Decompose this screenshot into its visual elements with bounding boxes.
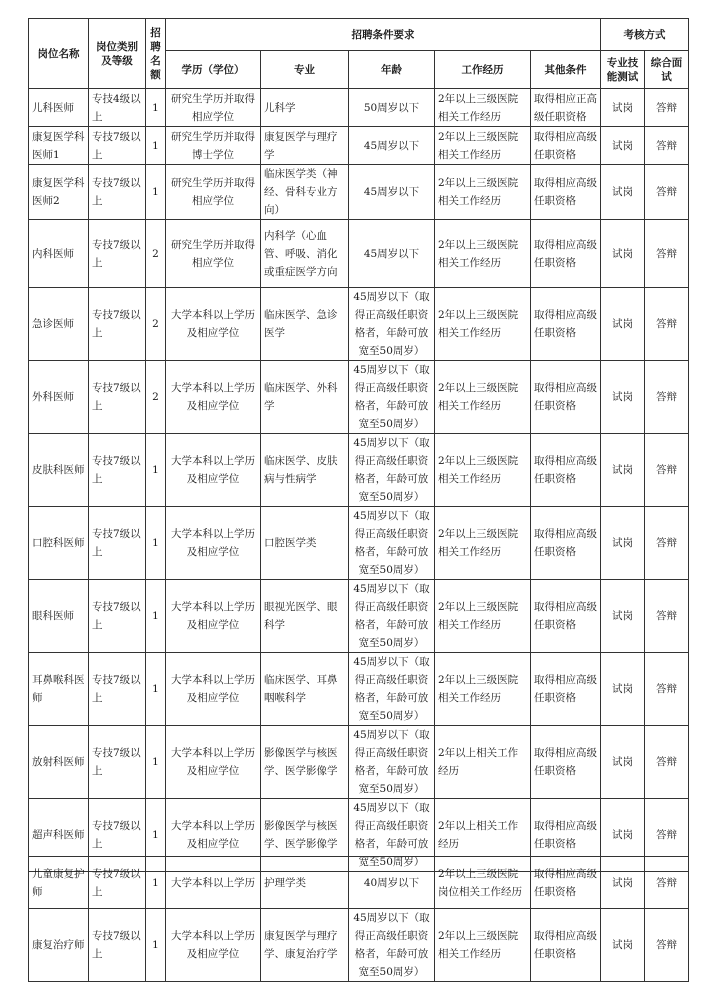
cell-major: 眼视光医学、眼科学 <box>261 580 349 653</box>
cell-age: 45周岁以下（取得正高级任职资格者，年龄可放宽至50周岁） <box>349 361 435 434</box>
cell-education: 大学本科以上学历及相应学位 <box>166 507 261 580</box>
cell-experience: 2年以上三级医院相关工作经历 <box>435 89 531 127</box>
cell-experience: 2年以上三级医院相关工作经历 <box>435 165 531 220</box>
cell-major: 护理学类 <box>261 857 349 909</box>
cell-position: 内科医师 <box>29 220 89 288</box>
cell-category: 专技7级以上 <box>89 434 146 507</box>
cell-age: 45周岁以下（取得正高级任职资格者，年龄可放宽至50周岁） <box>349 653 435 726</box>
cell-age: 45周岁以下（取得正高级任职资格者，年龄可放宽至50周岁） <box>349 434 435 507</box>
cell-experience: 2年以上三级医院相关工作经历 <box>435 220 531 288</box>
cell-experience: 2年以上三级医院相关工作经历 <box>435 580 531 653</box>
cell-interview: 答辩 <box>645 220 689 288</box>
cell-major: 影像医学与核医学、医学影像学 <box>261 799 349 872</box>
cell-interview: 答辩 <box>645 165 689 220</box>
header-skill-test: 专业技能测试 <box>601 51 645 89</box>
cell-category: 专技7级以上 <box>89 580 146 653</box>
cell-skill-test: 试岗 <box>601 580 645 653</box>
table-row <box>29 507 689 580</box>
header-position: 岗位名称 <box>29 19 89 89</box>
cell-skill-test: 试岗 <box>601 799 645 872</box>
cell-experience: 2年以上三级医院相关工作经历 <box>435 127 531 165</box>
header-quota: 招聘名额 <box>146 19 166 89</box>
cell-education: 研究生学历并取得相应学位 <box>166 165 261 220</box>
cell-interview: 答辩 <box>645 89 689 127</box>
cell-quota: 1 <box>146 89 166 127</box>
cell-age: 45周岁以下 <box>349 165 435 220</box>
header-education: 学历（学位） <box>166 51 261 89</box>
cell-education: 大学本科以上学历及相应学位 <box>166 909 261 982</box>
table-row <box>29 909 689 982</box>
cell-position: 康复治疗师 <box>29 909 89 982</box>
cell-skill-test: 试岗 <box>601 220 645 288</box>
cell-interview: 答辩 <box>645 857 689 909</box>
cell-position: 儿科医师 <box>29 89 89 127</box>
cell-category: 专技7级以上 <box>89 857 146 909</box>
table-row <box>29 220 689 288</box>
cell-experience: 2年以上三级医院相关工作经历 <box>435 434 531 507</box>
cell-other: 取得相应高级任职资格 <box>531 507 601 580</box>
cell-category: 专技7级以上 <box>89 507 146 580</box>
cell-interview: 答辩 <box>645 288 689 361</box>
cell-other: 取得相应高级任职资格 <box>531 580 601 653</box>
cell-experience: 2年以上三级医院相关工作经历 <box>435 909 531 982</box>
cell-position: 耳鼻喉科医师 <box>29 653 89 726</box>
cell-position: 急诊医师 <box>29 288 89 361</box>
table-row <box>29 127 689 165</box>
cell-experience: 2年以上三级医院相关工作经历 <box>435 361 531 434</box>
cell-position: 眼科医师 <box>29 580 89 653</box>
cell-age: 45周岁以下 <box>349 127 435 165</box>
cell-age: 45周岁以下（取得正高级任职资格者，年龄可放宽至50周岁） <box>349 799 435 872</box>
cell-quota: 2 <box>146 220 166 288</box>
cell-other: 取得相应高级任职资格 <box>531 653 601 726</box>
recruitment-table-continued <box>28 856 689 982</box>
cell-education: 研究生学历并取得相应学位 <box>166 220 261 288</box>
cell-other: 取得相应高级任职资格 <box>531 434 601 507</box>
cell-quota: 2 <box>146 361 166 434</box>
cell-age: 45周岁以下（取得正高级任职资格者，年龄可放宽至50周岁） <box>349 726 435 799</box>
cell-education: 大学本科以上学历及相应学位 <box>166 653 261 726</box>
cell-interview: 答辩 <box>645 507 689 580</box>
cell-category: 专技7级以上 <box>89 220 146 288</box>
table-row <box>29 580 689 653</box>
cell-category: 专技7级以上 <box>89 909 146 982</box>
cell-age: 40周岁以下 <box>349 857 435 909</box>
cell-position: 放射科医师 <box>29 726 89 799</box>
header-major: 专业 <box>261 51 349 89</box>
cell-position: 口腔科医师 <box>29 507 89 580</box>
cell-skill-test: 试岗 <box>601 434 645 507</box>
cell-other: 取得相应高级任职资格 <box>531 857 601 909</box>
cell-quota: 1 <box>146 580 166 653</box>
cell-major: 口腔医学类 <box>261 507 349 580</box>
cell-experience: 2年以上三级医院相关工作经历 <box>435 653 531 726</box>
cell-quota: 1 <box>146 434 166 507</box>
cell-skill-test: 试岗 <box>601 726 645 799</box>
cell-quota: 1 <box>146 799 166 872</box>
cell-interview: 答辩 <box>645 127 689 165</box>
cell-education: 研究生学历并取得相应学位 <box>166 89 261 127</box>
table-row <box>29 434 689 507</box>
cell-category: 专技7级以上 <box>89 799 146 872</box>
cell-category: 专技7级以上 <box>89 165 146 220</box>
cell-quota: 1 <box>146 127 166 165</box>
cell-interview: 答辩 <box>645 726 689 799</box>
cell-major: 临床医学、皮肤病与性病学 <box>261 434 349 507</box>
cell-skill-test: 试岗 <box>601 857 645 909</box>
header-assessment: 考核方式 <box>601 19 689 51</box>
table-row <box>29 288 689 361</box>
cell-position: 外科医师 <box>29 361 89 434</box>
cell-major: 康复医学与理疗学、康复治疗学 <box>261 909 349 982</box>
header-interview: 综合面试 <box>645 51 689 89</box>
header-requirements: 招聘条件要求 <box>166 19 601 51</box>
cell-age: 45周岁以下（取得正高级任职资格者，年龄可放宽至50周岁） <box>349 909 435 982</box>
cell-skill-test: 试岗 <box>601 507 645 580</box>
cell-position: 康复医学科医师2 <box>29 165 89 220</box>
table-row <box>29 89 689 127</box>
table-row <box>29 726 689 799</box>
cell-quota: 1 <box>146 653 166 726</box>
cell-category: 专技7级以上 <box>89 288 146 361</box>
cell-skill-test: 试岗 <box>601 127 645 165</box>
cell-other: 取得相应高级任职资格 <box>531 127 601 165</box>
cell-age: 50周岁以下 <box>349 89 435 127</box>
cell-skill-test: 试岗 <box>601 165 645 220</box>
cell-education: 研究生学历并取得博士学位 <box>166 127 261 165</box>
cell-category: 专技4级以上 <box>89 89 146 127</box>
cell-education: 大学本科以上学历及相应学位 <box>166 434 261 507</box>
cell-category: 专技7级以上 <box>89 361 146 434</box>
cell-other: 取得相应高级任职资格 <box>531 726 601 799</box>
cell-skill-test: 试岗 <box>601 89 645 127</box>
cell-category: 专技7级以上 <box>89 653 146 726</box>
cell-quota: 2 <box>146 288 166 361</box>
cell-major: 临床医学、急诊医学 <box>261 288 349 361</box>
cell-quota: 1 <box>146 507 166 580</box>
table-row <box>29 361 689 434</box>
cell-other: 取得相应正高级任职资格 <box>531 89 601 127</box>
cell-interview: 答辩 <box>645 909 689 982</box>
cell-experience: 2年以上三级医院相关工作经历 <box>435 288 531 361</box>
table-row <box>29 857 689 909</box>
cell-age: 45周岁以下（取得正高级任职资格者，年龄可放宽至50周岁） <box>349 580 435 653</box>
cell-education: 大学本科以上学历 <box>166 857 261 909</box>
cell-major: 康复医学与理疗学 <box>261 127 349 165</box>
cell-age: 45周岁以下 <box>349 220 435 288</box>
cell-interview: 答辩 <box>645 653 689 726</box>
cell-quota: 1 <box>146 857 166 909</box>
cell-major: 临床医学类（神经、骨科专业方向） <box>261 165 349 220</box>
cell-skill-test: 试岗 <box>601 653 645 726</box>
cell-position: 皮肤科医师 <box>29 434 89 507</box>
cell-experience: 2年以上相关工作经历 <box>435 799 531 872</box>
cell-skill-test: 试岗 <box>601 361 645 434</box>
header-experience: 工作经历 <box>435 51 531 89</box>
cell-other: 取得相应高级任职资格 <box>531 288 601 361</box>
cell-category: 专技7级以上 <box>89 127 146 165</box>
cell-position: 超声科医师 <box>29 799 89 872</box>
cell-education: 大学本科以上学历及相应学位 <box>166 580 261 653</box>
header-age: 年龄 <box>349 51 435 89</box>
cell-major: 临床医学、外科学 <box>261 361 349 434</box>
cell-other: 取得相应高级任职资格 <box>531 220 601 288</box>
cell-quota: 1 <box>146 909 166 982</box>
cell-education: 大学本科以上学历及相应学位 <box>166 799 261 872</box>
cell-education: 大学本科以上学历及相应学位 <box>166 726 261 799</box>
table-row <box>29 653 689 726</box>
cell-interview: 答辩 <box>645 799 689 872</box>
cell-quota: 1 <box>146 165 166 220</box>
recruitment-table <box>28 18 689 872</box>
table-row <box>29 165 689 220</box>
cell-experience: 2年以上相关工作经历 <box>435 726 531 799</box>
cell-other: 取得相应高级任职资格 <box>531 361 601 434</box>
cell-quota: 1 <box>146 726 166 799</box>
cell-interview: 答辩 <box>645 434 689 507</box>
cell-interview: 答辩 <box>645 580 689 653</box>
cell-major: 影像医学与核医学、医学影像学 <box>261 726 349 799</box>
cell-position: 儿童康复护师 <box>29 857 89 909</box>
cell-position: 康复医学科医师1 <box>29 127 89 165</box>
header-other: 其他条件 <box>531 51 601 89</box>
header-category: 岗位类别及等级 <box>89 19 146 89</box>
cell-experience: 2年以上三级医院相关工作经历 <box>435 507 531 580</box>
cell-major: 内科学（心血管、呼吸、消化或重症医学方向 <box>261 220 349 288</box>
cell-category: 专技7级以上 <box>89 726 146 799</box>
cell-age: 45周岁以下（取得正高级任职资格者，年龄可放宽至50周岁） <box>349 288 435 361</box>
cell-other: 取得相应高级任职资格 <box>531 909 601 982</box>
cell-interview: 答辩 <box>645 361 689 434</box>
cell-age: 45周岁以下（取得正高级任职资格者，年龄可放宽至50周岁） <box>349 507 435 580</box>
cell-experience: 2年以上三级医院岗位相关工作经历 <box>435 857 531 909</box>
cell-major: 儿科学 <box>261 89 349 127</box>
cell-other: 取得相应高级任职资格 <box>531 799 601 872</box>
cell-education: 大学本科以上学历及相应学位 <box>166 361 261 434</box>
cell-major: 临床医学、耳鼻咽喉科学 <box>261 653 349 726</box>
cell-skill-test: 试岗 <box>601 288 645 361</box>
cell-skill-test: 试岗 <box>601 909 645 982</box>
cell-other: 取得相应高级任职资格 <box>531 165 601 220</box>
cell-education: 大学本科以上学历及相应学位 <box>166 288 261 361</box>
